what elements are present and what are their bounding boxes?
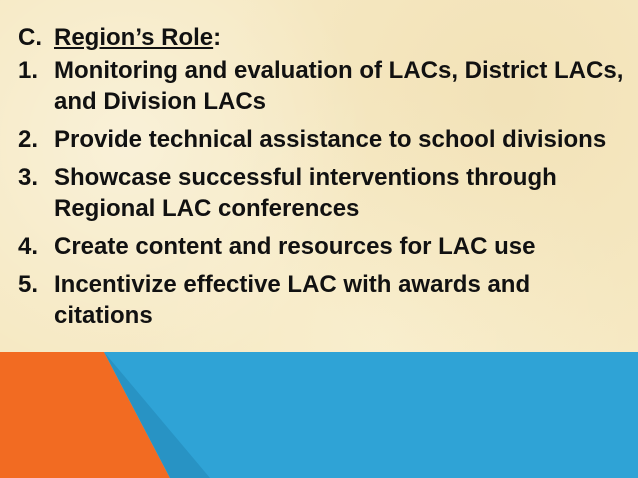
list-item [18, 162, 630, 224]
role-list [18, 55, 630, 331]
item-text: Showcase successful interventions through Regional LAC conferences [54, 164, 557, 222]
heading-colon: : [213, 24, 222, 51]
section-heading [18, 22, 630, 53]
item-number: 1. [18, 57, 39, 84]
item-number: 2. [18, 126, 39, 153]
item-text: Monitoring and evaluation of LACs, District LACs, and Division LACs [54, 57, 624, 115]
item-number: 4. [18, 233, 39, 260]
heading-title: Region’s Role [54, 24, 214, 51]
item-text: Create content and resources for LAC use [54, 233, 536, 260]
list-item [18, 124, 630, 155]
item-number: 5. [18, 271, 39, 298]
list-item [18, 269, 630, 331]
list-item [18, 231, 630, 262]
heading-letter: C. [18, 24, 42, 51]
list-item [18, 55, 630, 117]
item-text: Incentivize effective LAC with awards and citations [54, 271, 531, 329]
item-text: Provide technical assistance to school divisions [54, 126, 607, 153]
slide-content [18, 22, 630, 338]
item-number: 3. [18, 164, 39, 191]
